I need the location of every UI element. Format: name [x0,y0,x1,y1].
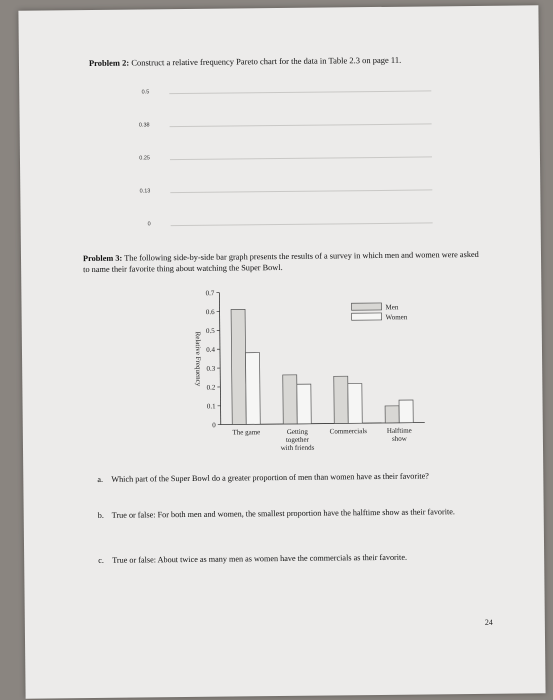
grid-line [169,90,431,94]
bar-men [334,376,348,423]
bar-women [348,384,362,424]
y-tick-label: 0.6 [205,308,215,317]
y-tick-label: 0.2 [206,383,216,392]
question-c [98,551,502,566]
grid-tick-label: 0 [147,221,151,228]
x-category-label: Commercials [329,427,368,436]
y-tick-label: 0.7 [205,289,215,298]
y-tick-label: 0.1 [206,402,216,411]
legend-swatch [351,303,381,310]
problem-3 [83,249,483,275]
y-tick-label: 0.4 [206,345,216,354]
question-b [97,506,502,521]
problem-3-heading: Problem 3: [82,253,123,264]
problem-2 [89,55,401,68]
question-label: c. [98,555,104,565]
grid-line [170,189,432,193]
grid-line [170,156,432,160]
bar-men [385,406,399,423]
x-category-label: The game [232,428,261,437]
bar-women [399,400,413,423]
problem-3-text: The following side-by-side bar graph presents the results of a survey in which men and women were asked to name their favorite thing about watching the Super Bowl. [83,249,479,275]
x-category-label: with friends [280,443,315,453]
worksheet-page [18,5,545,698]
question-text: Which part of the Super Bowl do a greater proportion of men than women have as their favorite? [111,471,429,484]
super-bowl-bar-chart [161,282,463,465]
bar-men [231,309,246,424]
question-label: a. [97,474,104,484]
y-tick-label: 0 [212,421,216,430]
question-text: True or false: For both men and women, the smallest proportion have the halftime show as their favorite. [111,507,456,520]
y-axis-line [219,293,220,425]
legend-label: Women [385,313,408,322]
x-category-label: Halftime [386,426,412,435]
page-number: 24 [484,617,493,627]
y-tick-label: 0.5 [205,326,215,336]
legend-label: Men [385,303,399,312]
grid-tick-label: 0.5 [141,89,150,96]
x-category-label: together [285,435,309,444]
bar-men [283,375,298,424]
grid-tick-label: 0.25 [139,155,150,162]
grid-line [170,123,432,127]
question-text: True or false: About twice as many men as women have the commercials as their favorite. [112,552,408,565]
problem-2-text: Construct a relative frequency Pareto chart for the data in Table 2.3 on page 11. [131,54,402,68]
y-tick-label: 0.3 [206,364,216,373]
x-category-label: show [391,434,407,443]
question-a [97,470,501,485]
y-axis-label: Relative Frequency [193,331,203,387]
legend-swatch [352,313,382,320]
x-category-label: Getting [286,427,308,436]
problem-2-heading: Problem 2: [88,57,130,69]
grid-line [171,222,433,226]
question-label: b. [97,510,104,520]
bar-women [246,353,261,425]
grid-tick-label: 0.13 [139,188,151,195]
grid-tick-label: 0.38 [138,122,150,129]
bar-women [297,384,311,424]
